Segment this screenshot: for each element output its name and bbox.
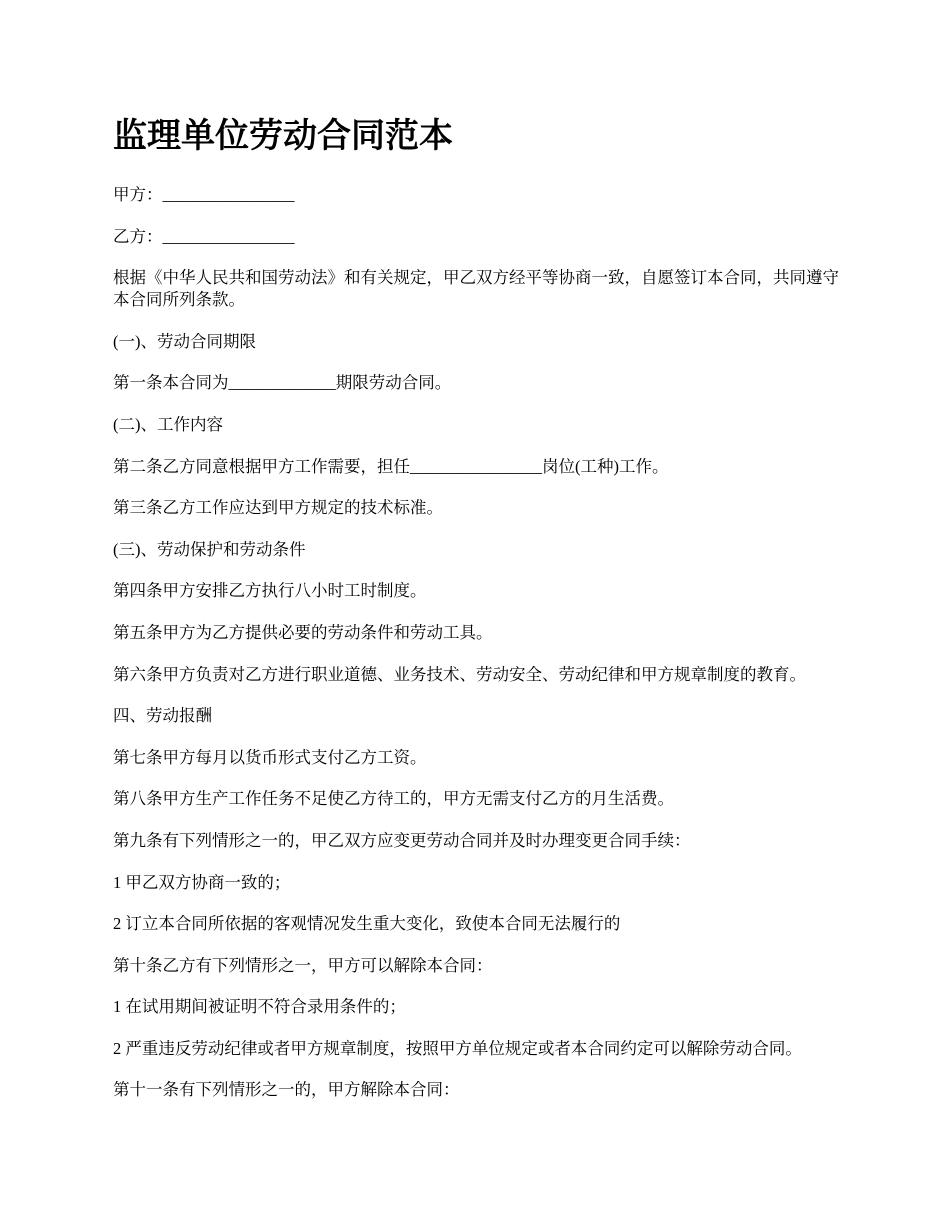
article-10-item-1: 1 在试用期间被证明不符合录用条件的；: [113, 997, 406, 1017]
section-heading-remuneration: 四、劳动报酬: [113, 706, 212, 726]
document-page: [113, 110, 853, 1121]
section-heading-work-content: (二)、工作内容: [113, 414, 223, 434]
article-10: 第十条乙方有下列情形之一，甲方可以解除本合同：: [113, 955, 493, 975]
article-4: 第四条甲方安排乙方执行八小时工时制度。: [113, 581, 427, 601]
party-b-line: 乙方：________________: [113, 226, 295, 246]
article-10-item-2: 2 严重违反劳动纪律或者甲方规章制度，按照甲方单位规定或者本合同约定可以解除劳动合同。: [113, 1038, 802, 1058]
article-11: 第十一条有下列情形之一的，甲方解除本合同：: [113, 1080, 460, 1100]
party-a-line: 甲方：________________: [113, 185, 295, 204]
article-9-item-2: 2 订立本合同所依据的客观情况发生重大变化，致使本合同无法履行的: [113, 914, 621, 934]
article-3: 第三条乙方工作应达到甲方规定的技术标准。: [113, 498, 443, 518]
article-9: 第九条有下列情形之一的，甲乙双方应变更劳动合同并及时办理变更合同手续：: [113, 830, 691, 850]
preamble-paragraph: 根据《中华人民共和国劳动法》和有关规定，甲乙双方经平等协商一致，自愿签订本合同，共同遵守本合同所列条款。: [113, 268, 839, 310]
article-8: 第八条甲方生产工作任务不足使乙方待工的，甲方无需支付乙方的月生活费。: [113, 789, 674, 809]
article-5: 第五条甲方为乙方提供必要的劳动条件和劳动工具。: [113, 622, 493, 642]
section-heading-labor-protection: (三)、劳动保护和劳动条件: [113, 539, 306, 559]
article-1: 第一条本合同为_____________期限劳动合同。: [113, 373, 452, 393]
section-heading-term: (一)、劳动合同期限: [113, 331, 256, 351]
article-6: 第六条甲方负责对乙方进行职业道德、业务技术、劳动安全、劳动纪律和甲方规章制度的教育。: [113, 664, 806, 684]
document-title: 监理单位劳动合同范本: [113, 116, 453, 156]
article-9-item-1: 1 甲乙双方协商一致的；: [113, 872, 291, 892]
article-7: 第七条甲方每月以货币形式支付乙方工资。: [113, 747, 427, 767]
article-2: 第二条乙方同意根据甲方工作需要，担任________________岗位(工种)工作。: [113, 456, 669, 476]
